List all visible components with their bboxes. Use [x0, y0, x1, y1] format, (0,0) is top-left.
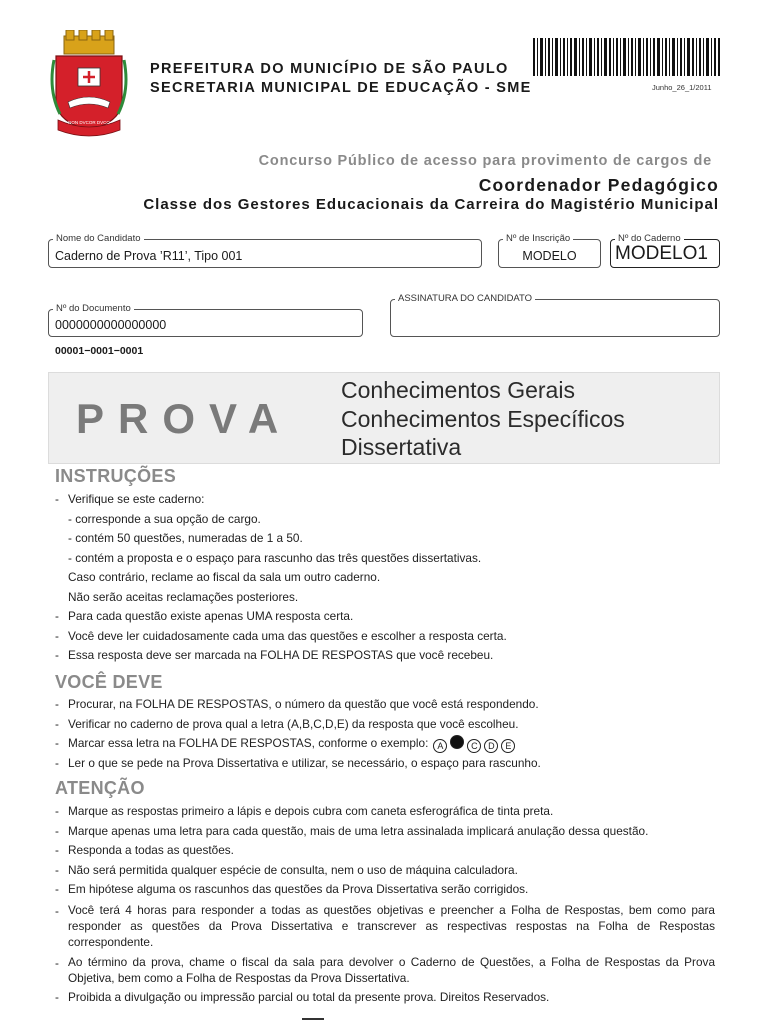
nome-candidato-field[interactable]: [48, 233, 482, 268]
document-code: 00001−0001−0001: [55, 345, 144, 357]
assinatura-label: ASSINATURA DO CANDIDATO: [395, 293, 535, 305]
prova-section-item: Conhecimentos Específicos: [341, 405, 625, 432]
list-item: - corresponde a sua opção de cargo.: [68, 511, 261, 526]
list-item: - Marque apenas uma letra para cada questão, mais de uma letra assinalada implicará anulação dessa questão.: [55, 823, 649, 838]
caderno-field[interactable]: [610, 233, 720, 268]
list-item: - Marque as respostas primeiro a lápis e depois cubra com caneta esferográfica de tinta preta.: [55, 804, 554, 818]
prova-title: PROVA: [76, 395, 293, 442]
nome-candidato-value: Caderno de Prova ’R11’, Tipo 001: [55, 249, 243, 263]
list-item: - Marcar essa letra na FOLHA DE RESPOSTAS, conforme o exemplo: A C D E: [55, 734, 715, 754]
inscricao-value: MODELO: [522, 249, 577, 263]
list-item: - Verificar no caderno de prova qual a letra (A,B,C,D,E) da resposta que você escolheu.: [55, 716, 519, 731]
list-item: - contém a proposta e o espaço para rascunho das três questões dissertativas.: [68, 550, 482, 565]
atencao-title: ATENÇÃO: [55, 778, 145, 798]
list-item: - Você deve ler cuidadosamente cada uma das questões e escolher a resposta certa.: [55, 628, 507, 643]
instrucoes-title: INSTRUÇÕES: [55, 466, 177, 486]
atencao-list: [55, 802, 715, 1007]
page-footer-mark: [302, 1018, 324, 1024]
bubble-a: A: [433, 739, 447, 753]
instrucoes-list: [55, 490, 715, 666]
voce-deve-title: VOCÊ DEVE: [55, 672, 163, 692]
sao-paulo-crest-icon: [50, 30, 128, 142]
inscricao-field[interactable]: [498, 233, 601, 268]
barcode-code: Junho_26_1/2011: [652, 83, 712, 92]
caderno-value: MODELO1: [615, 243, 708, 264]
list-item: - Você terá 4 horas para responder a todas as questões objetivas e preencher a Folha de Respostas, bem como para responder as questões da Prova Dissertativa e transcrever as respectivas respostas na Folha de Respostas correspondente.: [55, 902, 715, 949]
header-line-2: SECRETARIA MUNICIPAL DE EDUCAÇÃO - SME: [150, 80, 532, 96]
list-item: - Verifique se este caderno:: [55, 492, 205, 506]
documento-label: Nº do Documento: [53, 303, 134, 315]
concurso-line: Concurso Público de acesso para provimento de cargos de: [258, 153, 712, 169]
assinatura-field[interactable]: [390, 293, 720, 337]
bubble-d: D: [484, 739, 498, 753]
list-item: Caso contrário, reclame ao fiscal da sala um outro caderno.: [68, 570, 381, 584]
inscricao-label: Nº de Inscrição: [503, 233, 573, 245]
list-item: - Procurar, na FOLHA DE RESPOSTAS, o número da questão que você está respondendo.: [55, 697, 539, 711]
header-institution: [150, 60, 532, 98]
list-item: - Ler o que se pede na Prova Dissertativa e utilizar, se necessário, o espaço para rascunho.: [55, 755, 541, 770]
prova-section-item: Dissertativa: [341, 434, 462, 460]
documento-field[interactable]: [48, 303, 363, 337]
list-item: - contém 50 questões, numeradas de 1 a 50.: [68, 531, 303, 545]
prova-section-item: Conhecimentos Gerais: [341, 377, 575, 403]
answer-example: [430, 736, 515, 750]
bubble-e: E: [501, 739, 515, 753]
list-item: - Essa resposta deve ser marcada na FOLHA DE RESPOSTAS que você recebeu.: [55, 648, 494, 662]
documento-value: 0000000000000000: [55, 318, 167, 332]
header-line-1: PREFEITURA DO MUNICÍPIO DE SÃO PAULO: [150, 61, 509, 77]
list-item: - Em hipótese alguma os rascunhos das questões da Prova Dissertativa serão corrigidos.: [55, 882, 529, 896]
list-item: - Proibida a divulgação ou impressão parcial ou total da presente prova. Direitos Reservados.: [55, 989, 550, 1004]
bubble-c: C: [467, 739, 481, 753]
list-item: - Não será permitida qualquer espécie de consulta, nem o uso de máquina calculadora.: [55, 862, 518, 877]
bubble-b-filled: [450, 735, 464, 749]
prova-sections: [341, 376, 625, 462]
list-item: - Para cada questão existe apenas UMA resposta certa.: [55, 609, 354, 623]
voce-deve-list: [55, 695, 715, 773]
crest-motto: NON DVCOR DVCO: [68, 120, 110, 125]
classe-line: Classe dos Gestores Educacionais da Carreira do Magistério Municipal: [143, 196, 719, 213]
barcode-icon: [533, 38, 720, 76]
prova-banner: [48, 372, 720, 464]
list-item: - Responda a todas as questões.: [55, 843, 234, 857]
nome-candidato-label: Nome do Candidato: [53, 233, 144, 245]
list-item: - Ao término da prova, chame o fiscal da sala para devolver o Caderno de Questões, a Folha de Respostas da Prova Objetiva, bem como a Folha de Respostas da Prova Dissertativa.: [55, 954, 715, 985]
caderno-label: Nº do Caderno: [615, 233, 684, 245]
cargo-title: Coordenador Pedagógico: [478, 175, 719, 195]
list-item: Não serão aceitas reclamações posteriores.: [68, 589, 299, 604]
